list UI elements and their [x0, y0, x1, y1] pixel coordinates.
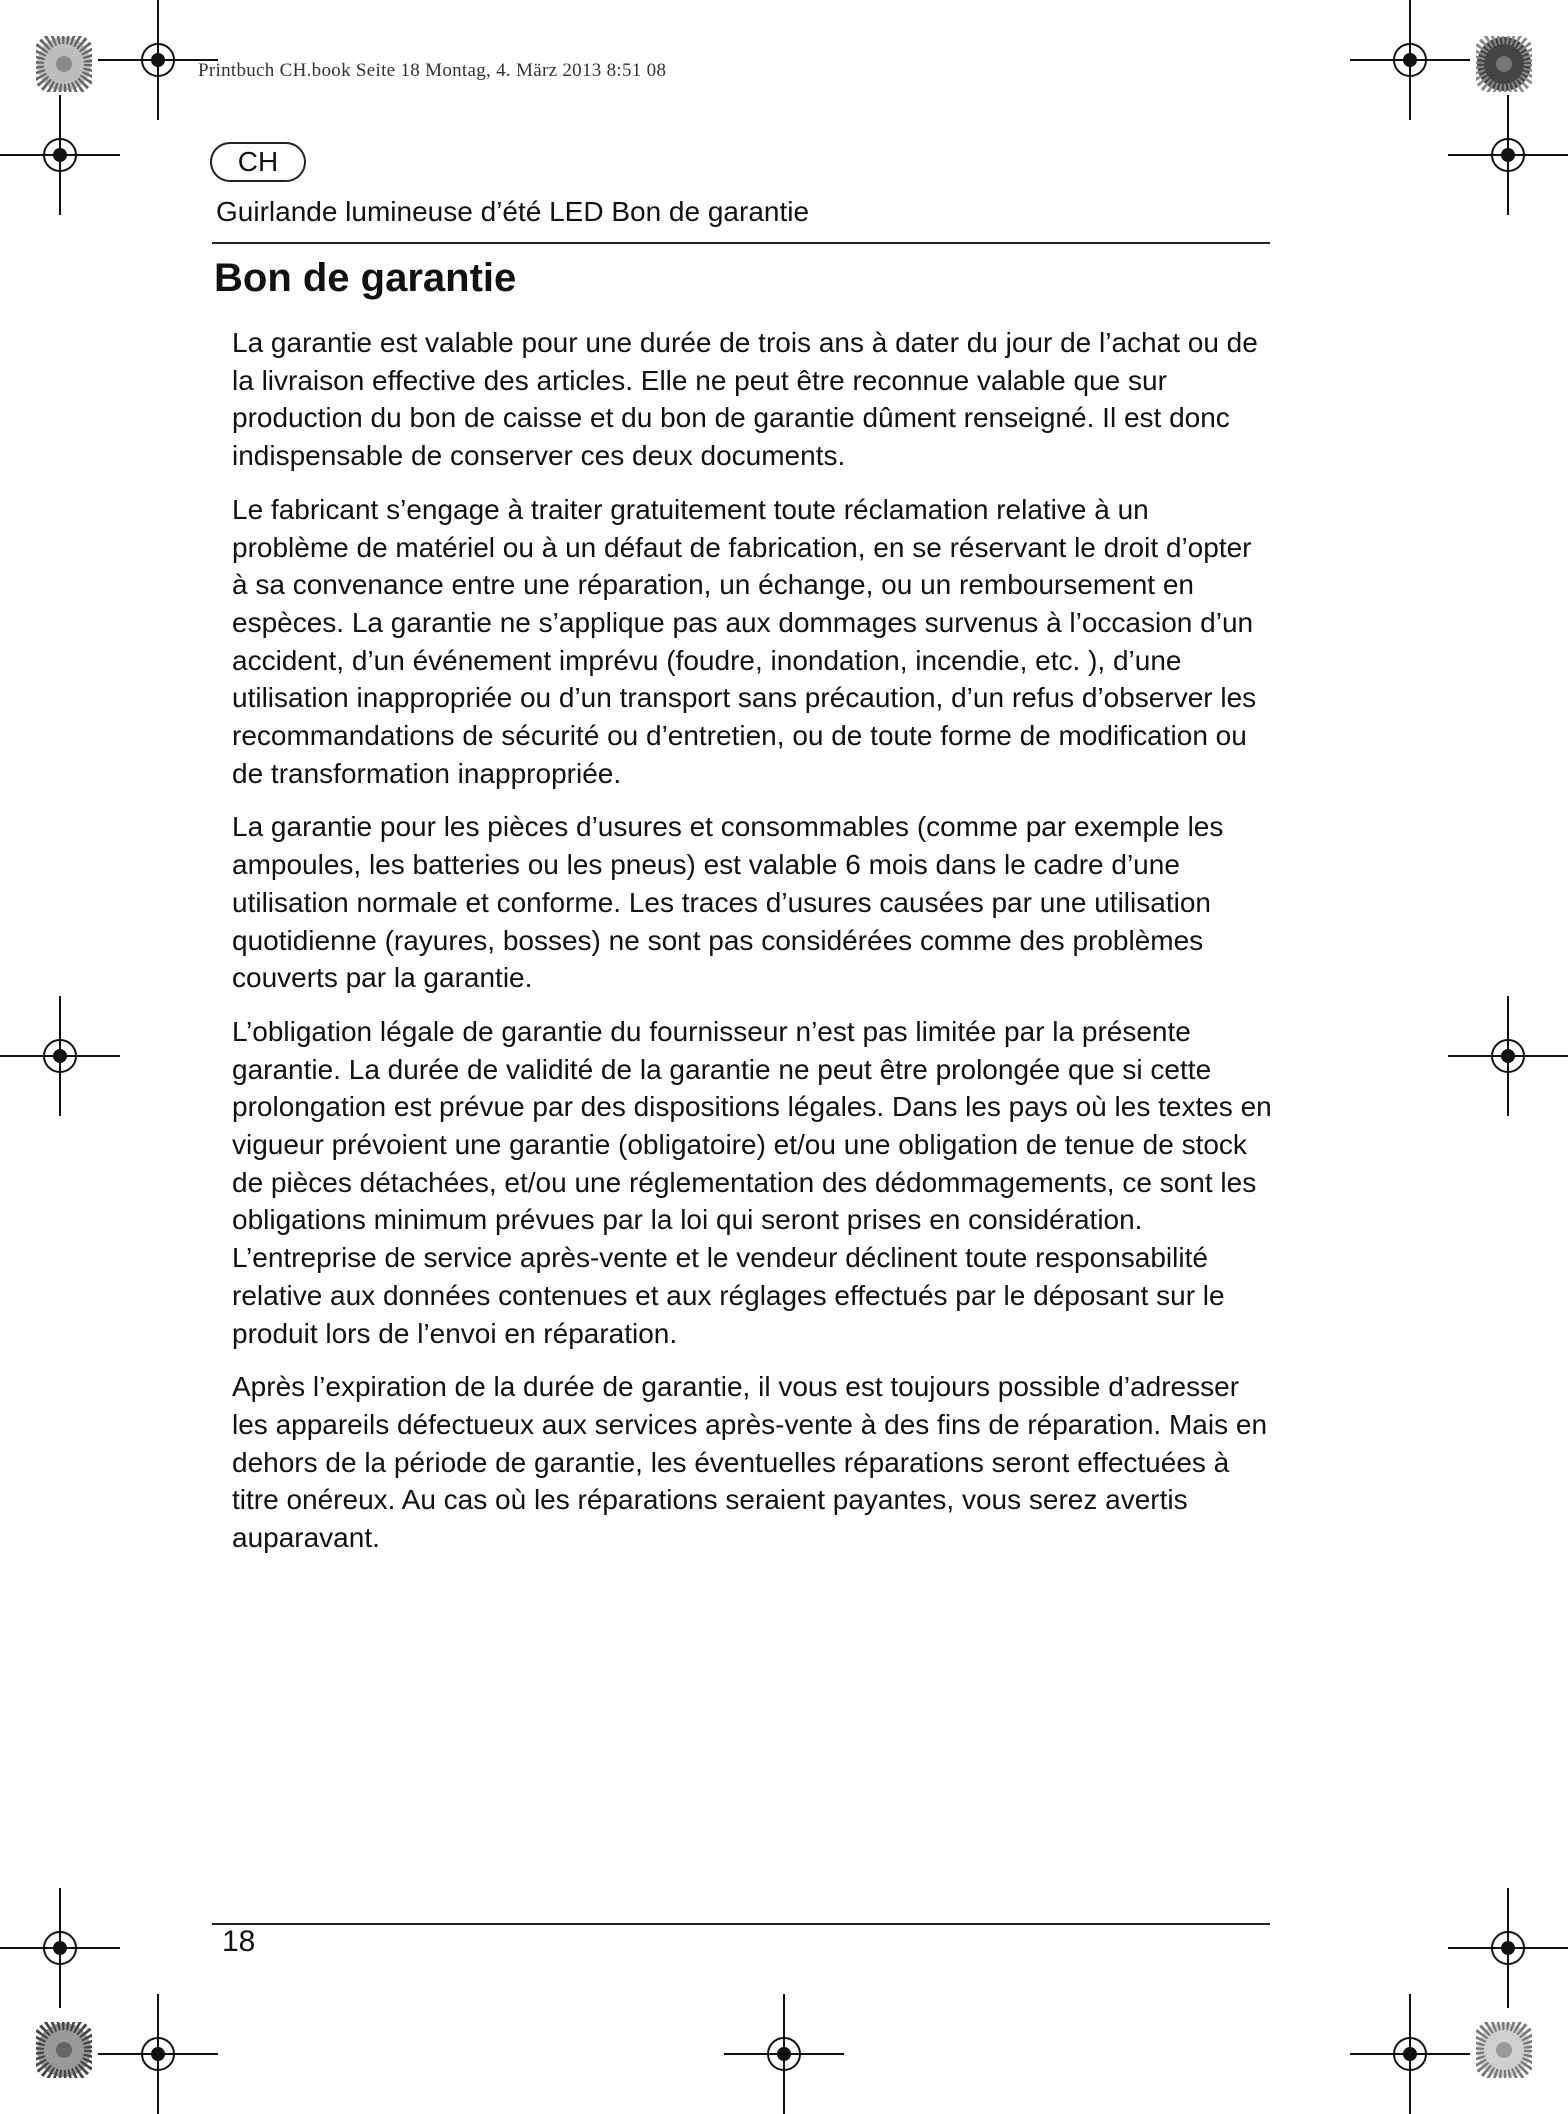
starburst-target-icon — [36, 36, 92, 92]
registration-crosshair-icon — [0, 95, 120, 215]
registration-crosshair-icon — [1350, 1994, 1470, 2114]
running-head: Guirlande lumineuse d’été LED Bon de garantie — [216, 196, 810, 227]
registration-crosshair-icon — [1448, 95, 1568, 215]
registration-crosshair-icon — [0, 1888, 120, 2008]
paragraph-wear-parts: La garantie pour les pièces d’usures et consommables (comme par exemple les ampoules, les batteries ou les pneus) est valable 6 mois dans le cadre d’une utilisation normale et conforme. Les traces d’usures causées par une utilisation quotidienne (rayures, bosses) ne sont pas considérées comme des problèmes couverts par la garantie. — [232, 811, 1224, 994]
paragraph-manufacturer: Le fabricant s’engage à traiter gratuitement toute réclamation relative à un problème de matériel ou à un défaut de fabrication, en se réservant le droit d’opter à sa convenance entre une réparation, un échange, ou un remboursement en espèces. La garantie ne s’applique pas aux dommages survenus à l’occasion d’un accident, d’un événement imprévu (foudre, inondation, incendie, etc. ), d’une utilisation inappropriée ou d’un transport sans précaution, d’un refus d’observer les recommandations de sécurité ou d’entretien, ou de toute forme de modification ou de transformation inappropriée. — [232, 493, 1257, 789]
header-rule — [212, 242, 1270, 244]
body-text — [232, 324, 1272, 1573]
paragraph-validity: La garantie est valable pour une durée de trois ans à dater du jour de l’achat ou de la livraison effective des articles. Elle ne peut être reconnue valable que sur production du bon de caisse et du bon de garantie dûment renseigné. Il est donc indispensable de conserver ces deux documents. — [232, 327, 1258, 472]
paragraph-legal-obligation: L’obligation légale de garantie du fournisseur n’est pas limitée par la présente garantie. La durée de validité de la garantie ne peut être prolongée que si cette prolongation est prévue par des dispositions légales. Dans les pays où les textes en vigueur prévoient une garantie (obligatoire) et/ou une obligation de tenue de stock de pièces détachées, et/ou une réglementation des dédommagements, ce sont les obligations minimum prévues par la loi qui seront prises en considération. L’entreprise de service après-vente et le vendeur déclinent toute responsabilité relative aux données contenues et aux réglages effectués par le déposant sur le produit lors de l’envoi en réparation. — [232, 1015, 1272, 1349]
country-badge: CH — [210, 142, 306, 182]
registration-crosshair-icon — [1448, 1888, 1568, 2008]
registration-crosshair-icon — [724, 1994, 844, 2114]
footer-rule — [212, 1923, 1270, 1925]
print-slug: Printbuch CH.book Seite 18 Montag, 4. März 2013 8:51 08 — [198, 60, 667, 81]
section-title: Bon de garantie — [214, 256, 517, 300]
starburst-target-icon — [1476, 36, 1532, 92]
paragraph-after-expiry: Après l’expiration de la durée de garantie, il vous est toujours possible d’adresser les appareils défectueux aux services après-vente à des fins de réparation. Mais en dehors de la période de garantie, les éventuelles réparations seront effectuées à titre onéreux. Au cas où les réparations seraient payantes, vous serez avertis auparavant. — [232, 1371, 1268, 1554]
registration-crosshair-icon — [98, 1994, 218, 2114]
starburst-target-icon — [1476, 2022, 1532, 2078]
registration-crosshair-icon — [0, 996, 120, 1116]
page-number: 18 — [222, 1925, 256, 1958]
registration-crosshair-icon — [1448, 996, 1568, 1116]
starburst-target-icon — [36, 2022, 92, 2078]
